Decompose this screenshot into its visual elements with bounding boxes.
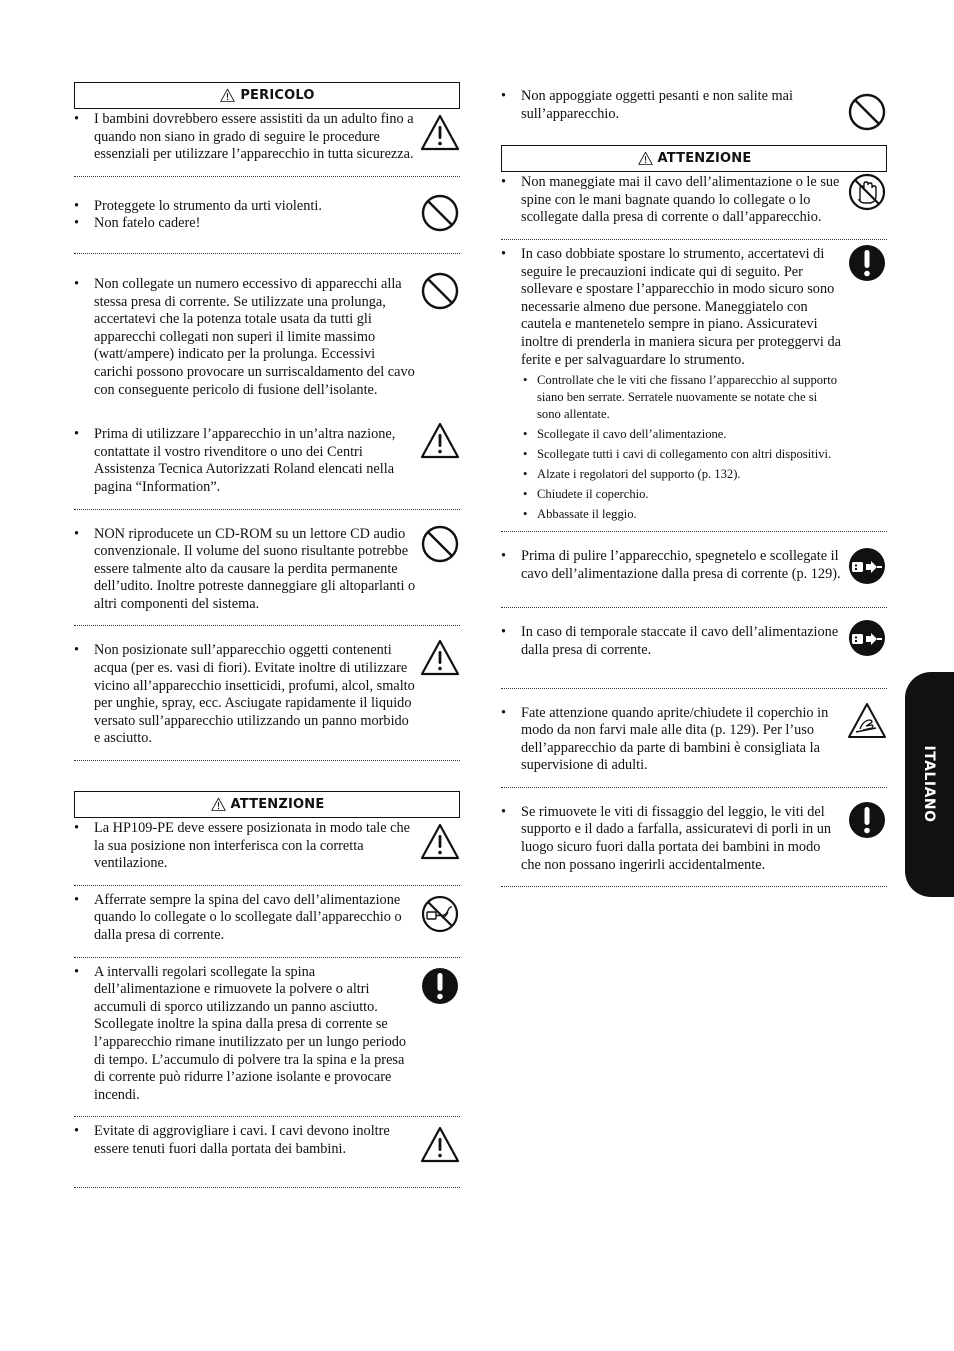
separator bbox=[74, 253, 460, 254]
mandatory-exclamation-icon bbox=[420, 966, 460, 1006]
separator bbox=[501, 531, 887, 532]
left-column bbox=[74, 82, 460, 1188]
item-text: • Non collegate un numero eccessivo di apparecchi alla stessa presa di corrente. Se utilizzate una prolunga, accertatevi che la potenza totale usata da tutti gli apparecchi collegati non superi il limite massimo (watt/ampere) indicato per la prolunga. Eccessivi carichi possono provocare un surriscaldamento del cavo con conseguente pericolo di fusione dell’isolante. bbox=[74, 276, 416, 399]
caution-item-move bbox=[501, 246, 887, 523]
item-text: • Non maneggiate mai il cavo dell’alimentazione o le sue spine con le mani bagnate quando lo collegate o lo scollegate dalla presa di corrente o dall’apparecchio. bbox=[501, 174, 843, 227]
caution-item-plug bbox=[74, 892, 460, 945]
prohibited-circle-icon bbox=[847, 92, 887, 132]
item-text: • I bambini dovrebbero essere assistiti da un adulto fino a quando non siano in grado di seguire le procedure essenziali per utilizzare l’apparecchio in tutta sicurezza. bbox=[74, 111, 416, 164]
separator bbox=[74, 885, 460, 886]
caution-header-title: ATTENZIONE bbox=[657, 151, 752, 167]
separator bbox=[501, 787, 887, 788]
item-text: • NON riproducete un CD-ROM su un lettore CD audio convenzionale. Il volume del suono risultante potrebbe essere talmente alto da causare la perdita permanente dell’udito. Inoltre potreste danneggiare gli altoparlanti o altri componenti del sistema. bbox=[74, 526, 416, 614]
no-pull-cord-icon bbox=[420, 894, 460, 934]
item-text: • Proteggete lo strumento da urti violenti. bbox=[74, 198, 416, 216]
caution-item-screws bbox=[501, 804, 887, 874]
item-text: • Afferrate sempre la spina del cavo dell’alimentazione quando lo collegate o lo scollegate dall’apparecchio o dalla presa di corrente. bbox=[74, 892, 416, 945]
sub-item: • Alzate i regolatori del supporto (p. 132). bbox=[501, 466, 843, 483]
caution-item-ventilation bbox=[74, 820, 460, 873]
separator bbox=[501, 886, 887, 887]
separator bbox=[501, 239, 887, 240]
prohibited-circle-icon bbox=[420, 193, 460, 233]
warning-triangle-icon bbox=[210, 797, 227, 812]
move-precautions-list bbox=[501, 372, 843, 523]
warning-triangle-icon bbox=[420, 822, 460, 862]
unplug-icon bbox=[847, 546, 887, 586]
separator bbox=[74, 1116, 460, 1117]
separator bbox=[74, 957, 460, 958]
caution-header bbox=[74, 791, 460, 818]
separator bbox=[74, 625, 460, 626]
right-column bbox=[501, 88, 887, 887]
danger-item-children bbox=[74, 111, 460, 164]
caution-item-cables bbox=[74, 1123, 460, 1158]
caution-header-right bbox=[501, 145, 887, 172]
item-text: • Prima di pulire l’apparecchio, spegnetelo e scollegate il cavo dell’alimentazione dalla presa di corrente (p. 129). bbox=[501, 548, 843, 583]
finger-pinch-icon bbox=[847, 701, 887, 741]
item-text: • Se rimuovete le viti di fissaggio del leggio, le viti del supporto e il dado a farfalla, assicuratevi di porli in un luogo sicuro fuori dalla portata dei bambini in modo che non possano ingerirli accidentalmente. bbox=[501, 804, 843, 874]
item-text: • In caso di temporale staccate il cavo dell’alimentazione dalla presa di corrente. bbox=[501, 624, 843, 659]
caution-item-dust bbox=[74, 964, 460, 1105]
caution-item-clean bbox=[501, 548, 887, 583]
warning-triangle-icon bbox=[420, 1125, 460, 1165]
item-text: • Evitate di aggrovigliare i cavi. I cavi devono inoltre essere tenuti fuori dalla portata dei bambini. bbox=[74, 1123, 416, 1158]
danger-item-outlet bbox=[74, 276, 460, 399]
mandatory-exclamation-icon bbox=[847, 800, 887, 840]
mandatory-exclamation-icon bbox=[847, 243, 887, 283]
sub-item: • Chiudete il coperchio. bbox=[501, 486, 843, 503]
sub-item: • Scollegate il cavo dell’alimentazione. bbox=[501, 426, 843, 443]
danger-item-cdrom bbox=[74, 526, 460, 614]
danger-item-heavy bbox=[501, 88, 887, 123]
item-text: • La HP109-PE deve essere posizionata in modo tale che la sua posizione non interferisca con la corretta ventilazione. bbox=[74, 820, 416, 873]
item-text: • Non fatelo cadere! bbox=[74, 215, 416, 233]
danger-header bbox=[74, 82, 460, 109]
danger-item-abroad bbox=[74, 426, 460, 496]
prohibited-circle-icon bbox=[420, 271, 460, 311]
separator bbox=[74, 760, 460, 761]
danger-header-title: PERICOLO bbox=[240, 88, 315, 103]
sub-item: • Abbassate il leggio. bbox=[501, 506, 843, 523]
sub-item: • Controllate che le viti che fissano l’apparecchio al supporto siano ben serrate. Serratele nuovamente se notate che si sono allentate. bbox=[501, 372, 843, 423]
sub-item: • Scollegate tutti i cavi di collegamento con altri dispositivi. bbox=[501, 446, 843, 463]
caution-item-wet bbox=[501, 174, 887, 227]
separator bbox=[74, 1187, 460, 1188]
caution-header-title: ATTENZIONE bbox=[230, 797, 325, 813]
item-text: • Non appoggiate oggetti pesanti e non salite mai sull’apparecchio. bbox=[501, 88, 843, 123]
item-text: • A intervalli regolari scollegate la spina dell’alimentazione e rimuovete la polvere o altri accumuli di sporco utilizzando un panno asciutto. Scollegate inoltre la spina dalla presa di corrente se l’apparecchio rimane inutilizzato per un lungo periodo di tempo. L’accumulo di polvere tra la spina e la presa di corrente può ridurre l’azione isolante e provocare incendi. bbox=[74, 964, 416, 1105]
language-tab-label: ITALIANO bbox=[921, 745, 937, 823]
caution-item-lid bbox=[501, 705, 887, 775]
danger-item-liquids bbox=[74, 642, 460, 748]
prohibited-circle-icon bbox=[420, 524, 460, 564]
warning-triangle-icon bbox=[637, 151, 654, 166]
unplug-icon bbox=[847, 618, 887, 658]
item-text: • Non posizionate sull’apparecchio oggetti contenenti acqua (per es. vasi di fiori). Evitate inoltre di utilizzare vicino all’apparecchio insetticidi, profumi, alcol, smalto per unghie, spray, ecc. Asciugate rapidamente il liquido versato sull’apparecchio utilizzando un panno morbido e asciutto. bbox=[74, 642, 416, 748]
warning-triangle-icon bbox=[420, 113, 460, 153]
caution-item-storm bbox=[501, 624, 887, 659]
danger-item-shock bbox=[74, 198, 460, 233]
no-wet-hands-icon bbox=[847, 172, 887, 212]
item-text: • Fate attenzione quando aprite/chiudete il coperchio in modo da non farvi male alle dita (p. 129). Per l’uso dell’apparecchio da parte di bambini è consigliata la supervisione di adulti. bbox=[501, 705, 843, 775]
warning-triangle-icon bbox=[219, 88, 236, 103]
separator bbox=[501, 688, 887, 689]
separator bbox=[74, 176, 460, 177]
separator bbox=[501, 607, 887, 608]
separator bbox=[74, 509, 460, 510]
warning-triangle-icon bbox=[420, 638, 460, 678]
item-text: • Prima di utilizzare l’apparecchio in un’altra nazione, contattate il vostro rivenditore o uno dei Centri Assistenza Tecnica Autorizzati Roland elencati nella pagina “Information”. bbox=[74, 426, 416, 496]
item-text: • In caso dobbiate spostare lo strumento, accertatevi di seguire le precauzioni indicate qui di seguito. Per sollevare e spostare l’apparecchio in modo sicuro sono necessarie almeno due persone. Maneggiatelo con cautela e mantenetelo sempre in piano. Assicuratevi inoltre di prenderla in maniera sicura per proteggervi da ferite e per salvaguardare lo strumento. bbox=[501, 246, 843, 369]
warning-triangle-icon bbox=[420, 421, 460, 461]
